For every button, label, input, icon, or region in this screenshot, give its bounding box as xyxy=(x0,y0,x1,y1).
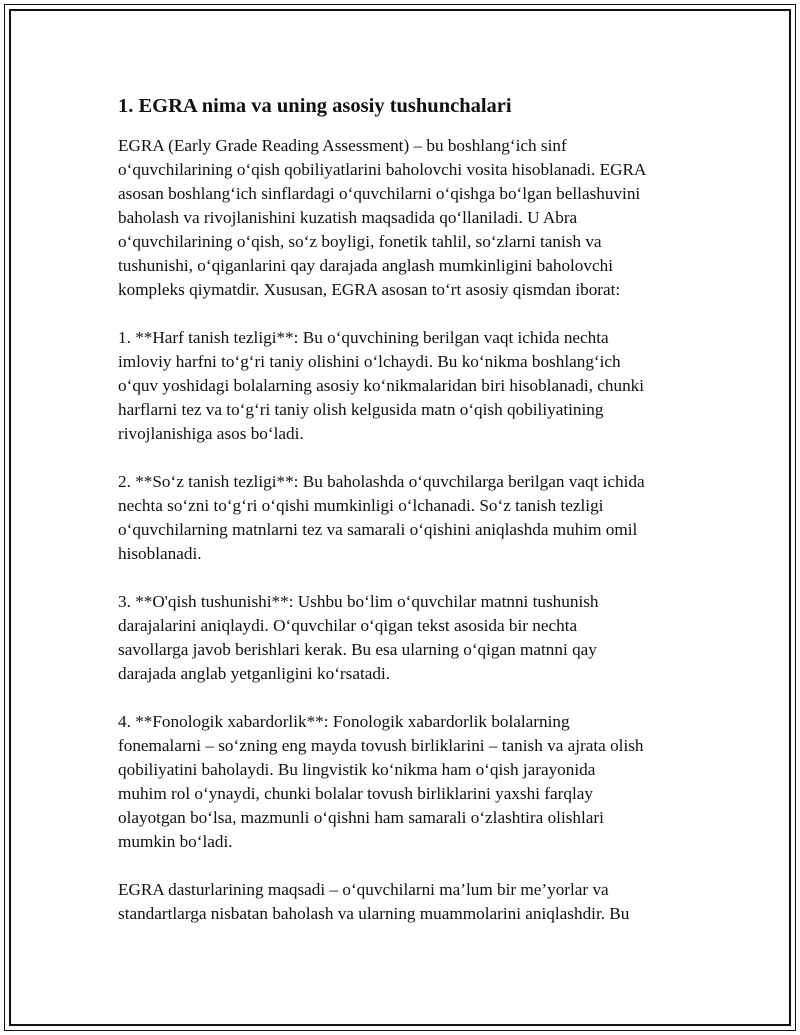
text-line: rivojlanishiga asos bo‘ladi. xyxy=(118,424,304,443)
text-line: baholash va rivojlanishini kuzatish maqsadida qo‘llaniladi. U Abra xyxy=(118,208,578,227)
text-line: darajada anglab yetganligini ko‘rsatadi. xyxy=(118,664,391,683)
text-line: darajalarini aniqlaydi. O‘quvchilar o‘qigan tekst asosida bir nechta xyxy=(118,616,578,635)
text-line: nechta so‘zni to‘g‘ri o‘qishi mumkinligi o‘lchanadi. So‘z tanish tezligi xyxy=(118,496,604,515)
text-line: o‘quv yoshidagi bolalarning asosiy ko‘nikmalaridan biri hisoblanadi, chunki xyxy=(118,376,645,395)
text-line: o‘quvchilarining o‘qish qobiliyatlarini baholovchi vosita hisoblanadi. EGRA xyxy=(118,160,647,179)
paragraph-word-recognition xyxy=(118,470,698,566)
paragraph-reading-comprehension xyxy=(118,590,698,686)
text-line: EGRA dasturlarining maqsadi – o‘quvchilarni ma’lum bir me’yorlar va xyxy=(118,880,609,899)
text-line: savollarga javob berishlari kerak. Bu esa ularning o‘qigan matnni qay xyxy=(118,640,597,659)
text-line: muhim rol o‘ynaydi, chunki bolalar tovush birliklarini yaxshi farqlay xyxy=(118,784,593,803)
text-line: mumkin bo‘ladi. xyxy=(118,832,233,851)
text-line: kompleks qiymatdir. Xususan, EGRA asosan to‘rt asosiy qismdan iborat: xyxy=(118,280,621,299)
paragraph-egra-goals xyxy=(118,878,698,926)
text-line: standartlarga nisbatan baholash va ularning muammolarini aniqlashdir. Bu xyxy=(118,904,630,923)
text-line: 1. **Harf tanish tezligi**: Bu o‘quvchining berilgan vaqt ichida nechta xyxy=(118,328,609,347)
text-line: qobiliyatini baholaydi. Bu lingvistik ko‘nikma ham o‘qish jarayonida xyxy=(118,760,596,779)
text-line: olayotgan bo‘lsa, mazmunli o‘qishni ham samarali o‘zlashtira olishlari xyxy=(118,808,604,827)
text-line: EGRA (Early Grade Reading Assessment) – bu boshlang‘ich sinf xyxy=(118,136,567,155)
paragraph-phonological-awareness xyxy=(118,710,698,854)
text-line: fonemalarni – so‘zning eng mayda tovush birliklarini – tanish va ajrata olish xyxy=(118,736,644,755)
text-line: hisoblanadi. xyxy=(118,544,202,563)
text-line: 4. **Fonologik xabardorlik**: Fonologik xabardorlik bolalarning xyxy=(118,712,570,731)
text-line: imloviy harfni to‘g‘ri taniy olishini o‘lchaydi. Bu ko‘nikma boshlang‘ich xyxy=(118,352,621,371)
document-body xyxy=(118,92,698,950)
text-line: 2. **So‘z tanish tezligi**: Bu baholashda o‘quvchilarga berilgan vaqt ichida xyxy=(118,472,645,491)
text-line: o‘quvchilarining o‘qish, so‘z boyligi, fonetik tahlil, so‘zlarni tanish va xyxy=(118,232,602,251)
paragraph-letter-recognition xyxy=(118,326,698,446)
text-line: harflarni tez va to‘g‘ri taniy olish kelgusida matn o‘qish qobiliyatining xyxy=(118,400,604,419)
text-line: o‘quvchilarning matnlarni tez va samarali o‘qishini aniqlashda muhim omil xyxy=(118,520,638,539)
text-line: tushunishi, o‘qiganlarini qay darajada anglash mumkinligini baholovchi xyxy=(118,256,613,275)
text-line: 3. **O'qish tushunishi**: Ushbu bo‘lim o‘quvchilar matnni tushunish xyxy=(118,592,599,611)
section-heading: 1. EGRA nima va uning asosiy tushunchalari xyxy=(118,95,512,117)
paragraph-intro xyxy=(118,134,698,302)
text-line: asosan boshlang‘ich sinflardagi o‘quvchilarni o‘qishga bo‘lgan bellashuvini xyxy=(118,184,641,203)
